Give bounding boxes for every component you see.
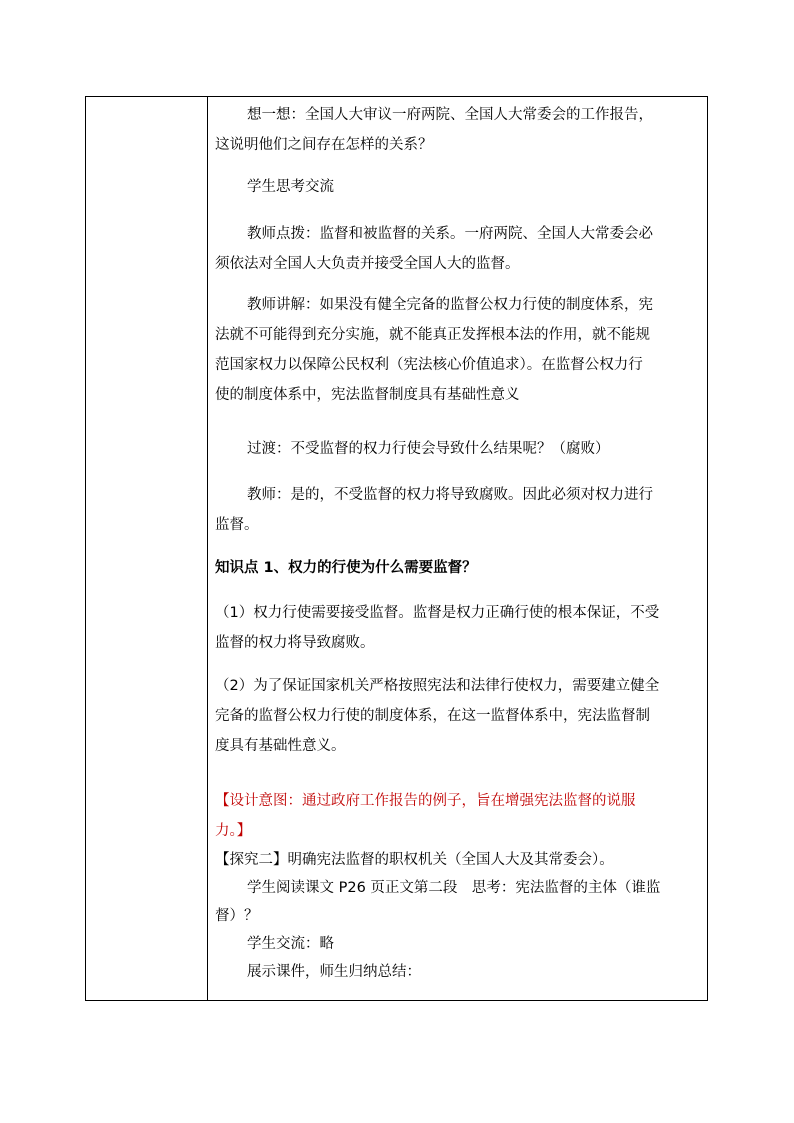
design-intent: 【设计意图：通过政府工作报告的例子，旨在增强宪法监督的说服 力。】 — [215, 793, 636, 839]
think-question: 想一想：全国人大审议一府两院、全国人大常委会的工作报告， 这说明他们之间存在怎样的关系？ — [215, 107, 653, 153]
teacher-reply: 教师：是的，不受监督的权力将导致腐败。因此必须对权力进行 监督。 — [215, 487, 653, 533]
knowledge-point-heading: 知识点 1、权力的行使为什么需要监督？ — [215, 560, 477, 576]
teacher-hint: 教师点拨：监督和被监督的关系。一府两院、全国人大常委会必 须依法对全国人大负责并接受全国人大的监督。 — [215, 226, 653, 272]
point-1: （1）权力行使需要接受监督。监督是权力正确行使的根本保证，不受 监督的权力将导致腐败。 — [215, 605, 660, 651]
column-divider — [207, 97, 208, 1000]
explore-2-section: 【探究二】明确宪法监督的职权机关（全国人大及其常委会）。 学生阅读课文 P26 页正文第二段 思考：宪法监督的主体（谁监 督）？ 学生交流：略 展示课件，师生归纳总结： — [215, 852, 661, 980]
teacher-lecture: 教师讲解：如果没有健全完备的监督公权力行使的制度体系，宪 法就不可能得到充分实施，就不能真正发挥根本法的作用，就不能规 范国家权力以保障公民权利（宪法核心价值追求）。在监督公权力行 使的制度体系中，宪法监督制度具有基础性意义 — [215, 297, 653, 403]
transition: 过渡：不受监督的权力行使会导致什么结果呢？（腐败） — [247, 441, 610, 457]
student-exchange: 学生思考交流 — [247, 179, 334, 195]
point-2: （2）为了保证国家机关严格按照宪法和法律行使权力，需要建立健全 完备的监督公权力行使的制度体系，在这一监督体系中，宪法监督制 度具有基础性意义。 — [215, 678, 660, 754]
